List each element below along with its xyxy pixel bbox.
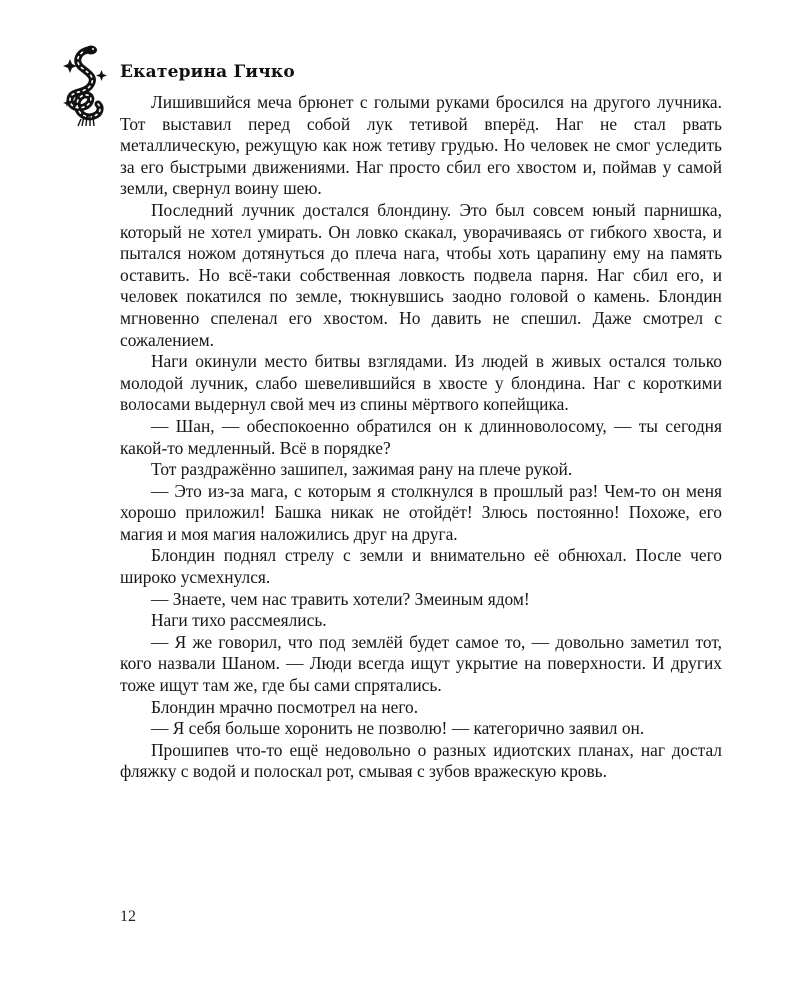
paragraph: Наги тихо рассмеялись. <box>151 610 327 631</box>
paragraph: Последний лучник достался блондину. Это был совсем юный парнишка, который не хотел умирать. Он ловко скакал, уворачиваясь от гибкого хвоста, и пытался ножом дотянуться до плеча нага, чтобы хоть царапину ему на память оставить. Но всё-таки собственная ловкость подвела парня. Наг сбил его, и человек покатился по земле, тюкнувшись заодно головой о камень. Блондин мгновенно спеленал его хвостом. Но давить не спешил. Даже смотрел с сожалением. <box>120 199 722 350</box>
paragraph: Лишившийся меча брюнет с голыми руками бросился на другого лучника. Тот выставил перед собой лук тетивой вперёд. Наг не стал рвать металлическую, режущую как нож тетиву грудью. Но человек не смог уследить за его быстрыми движениями. Наг просто сбил его хвостом и, поймав у самой земли, свернул воину шею. <box>120 92 722 199</box>
paragraph: — Это из-за мага, с которым я столкнулся в прошлый раз! Чем-то он меня хорошо приложил! Башка никак не отойдёт! Злюсь постоянно! Похоже, его магия и моя магия наложились друг на друга. <box>120 480 722 544</box>
paragraph: Блондин мрачно посмотрел на него. <box>151 696 419 717</box>
paragraph: Блондин поднял стрелу с земли и внимательно её обнюхал. После чего широко усмехнулся. <box>120 545 722 588</box>
paragraph: — Знаете, чем нас травить хотели? Змеиным ядом! <box>151 588 530 609</box>
main-text <box>120 92 722 783</box>
snake-emblem-icon <box>56 44 112 130</box>
page-number: 12 <box>120 908 136 925</box>
author-name: Екатерина Гичко <box>120 62 295 82</box>
paragraph: — Я же говорил, что под землёй будет самое то, — довольно заметил тот, кого назвали Шаном. — Люди всегда ищут укрытие на поверхности. И других тоже ищут там же, где бы сами спрятались. <box>120 631 722 696</box>
paragraph: Тот раздражённо зашипел, зажимая рану на плече рукой. <box>151 459 573 480</box>
paragraph: — Шан, — обеспокоенно обратился он к длинноволосому, — ты сегодня какой-то медленный. Всё в порядке? <box>120 415 722 458</box>
paragraph: — Я себя больше хоронить не позволю! — категорично заявил он. <box>151 718 645 739</box>
paragraph: Наги окинули место битвы взглядами. Из людей в живых остался только молодой лучник, слабо шевелившийся в хвосте у блондина. Наг с короткими волосами выдернул свой меч из спины мёртвого копейщика. <box>120 351 722 415</box>
paragraph: Прошипев что-то ещё недовольно о разных идиотских планах, наг достал фляжку с водой и полоскал рот, смывая с зубов вражескую кровь. <box>120 739 722 782</box>
